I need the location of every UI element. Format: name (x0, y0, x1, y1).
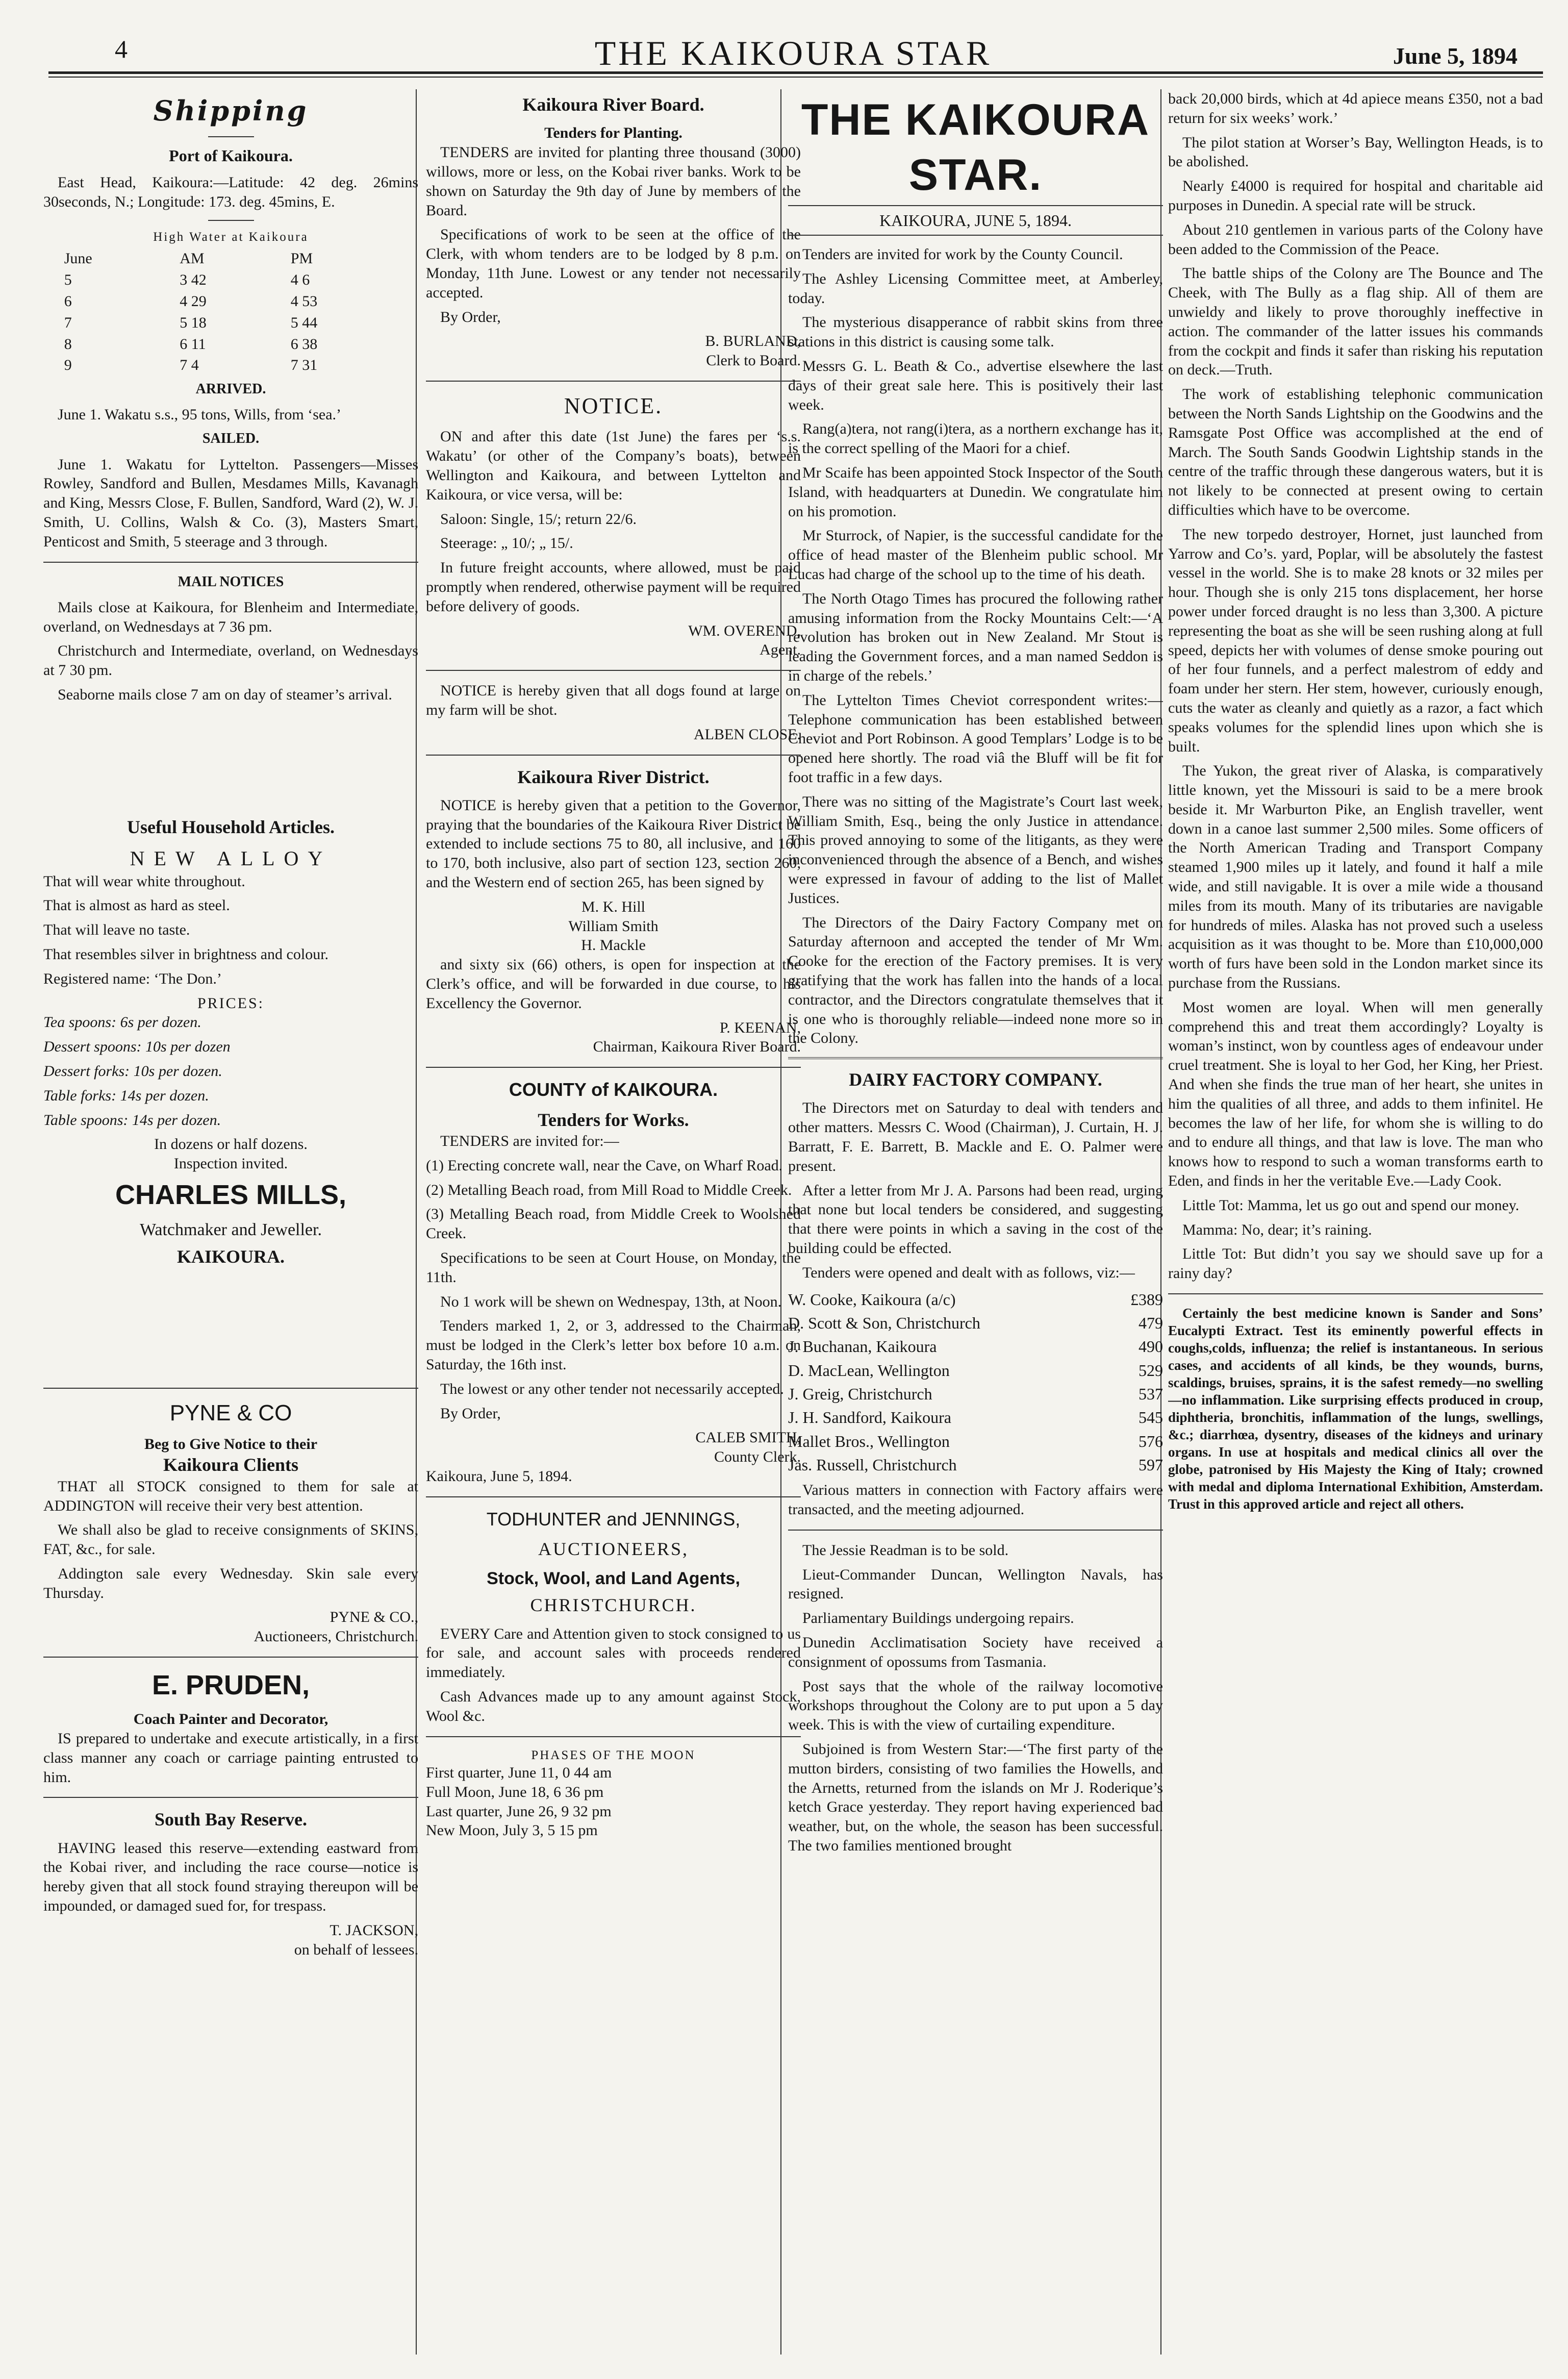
district-text: and sixty six (66) others, is open for inspection at the Clerk’s office, and will be forwarded in due course, to his Excellency the Governor. (426, 956, 801, 1012)
location-text: East Head, Kaikoura:—Latitude: 42 deg. 26mins 30seconds, N.; Longitude: 173. deg. 45mins, E. (43, 174, 418, 211)
table-cell: Mallet Bros., Wellington (788, 1432, 950, 1450)
district-text: NOTICE is hereby given that a petition to the Governor, praying that the boundaries of the Kaikoura River District be extended to include sections 75 to 80, all inclusive, and 160 to 170, both inclusive, also part of section 123, section 260, and the Western end of section 265, has been signed by (426, 796, 801, 891)
todhunter-title: TODHUNTER and JENNINGS, (486, 1508, 741, 1530)
tide-heading: High Water at Kaikoura (153, 230, 309, 244)
board-title: Kaikoura River Board. (522, 94, 704, 115)
dairy-paragraph: The Directors met on Saturday to deal with tenders and other matters. Messrs C. Wood (Chairman), J. Curtain, H. J. Barratt, F. E. Barrett, B. Mackle and E. O. Palmer were present. (788, 1099, 1163, 1174)
board-order: By Order, (440, 308, 501, 325)
prices-heading: PRICES: (197, 994, 265, 1012)
table-cell: 7 31 (290, 357, 318, 374)
county-signature: County Clerk. (714, 1448, 801, 1466)
mail-text: Christchurch and Intermediate, overland, on Wednesdays at 7 30 pm. (43, 642, 418, 679)
board-text: TENDERS are invited for planting three thousand (3000) willows, more or less, on the Kobai river banks. Work to be shown on Saturday the 9th day of June by members of the Board. (426, 144, 801, 219)
table-cell: D. Scott & Son, Christchurch (788, 1313, 980, 1332)
pyne-signature: PYNE & CO., (330, 1609, 418, 1626)
news-paragraph: The Lyttelton Times Cheviot correspondent writes:—Telephone communication has been established between Cheviot and Port Robinson. A good Templars’ Lodge is to be opened here shortly. The road viâ the Bluff will be fit for foot traffic in a few days. (788, 691, 1163, 786)
pyne-subtitle: Beg to Give Notice to their (144, 1435, 318, 1453)
table-cell: 545 (1139, 1408, 1163, 1427)
southbay-text: HAVING leased this reserve—extending eastward from the Kobai river, and including the race course—notice is hereby given that all stock found straying thereupon will be impounded, or damaged sued for, for trespass. (43, 1839, 418, 1915)
southbay-signature: T. JACKSON, (330, 1921, 418, 1939)
price-line: Table forks: 14s per dozen. (43, 1087, 209, 1104)
divider (43, 1797, 418, 1798)
news-paragraph: Lieut-Commander Duncan, Wellington Navals, has resigned. (788, 1566, 1163, 1602)
table-cell: 479 (1139, 1313, 1163, 1332)
news-paragraph: The Jessie Readman is to be sold. (802, 1541, 1009, 1559)
news-paragraph: Little Tot: Mamma, let us go out and spend our money. (1182, 1196, 1520, 1214)
pruden-title: E. PRUDEN, (151, 1670, 310, 1701)
price-line: Dessert spoons: 10s per dozen (43, 1038, 231, 1056)
county-text: TENDERS are invited for:— (440, 1132, 619, 1149)
mail-text: Mails close at Kaikoura, for Blenheim and Intermediate, overland, on Wednesdays at 7 36 pm. (43, 598, 418, 635)
table-header-row (62, 248, 400, 269)
mail-heading: MAIL NOTICES (178, 573, 284, 590)
dairy-paragraph: After a letter from Mr J. A. Parsons had been read, urging that none but local tenders be considered, and suggesting that there were points in which a saving in the cost of the building could be effected. (788, 1182, 1163, 1257)
notice-signature: Agent. (760, 641, 801, 659)
county-text: Tenders marked 1, 2, or 3, addressed to the Chairman, must be lodged in the Clerk’s letter box before 10 a.m. on Saturday, the 16th inst. (426, 1317, 801, 1373)
board-text: Specifications of work to be seen at the office of the Clerk, with whom tenders are to be lodged by 8 p.m. on Monday, 11th June. Lowest or any tender not necessarily accepted. (426, 226, 801, 301)
pyne-text: We shall also be glad to receive consignments of SKINS, FAT, &c., for sale. (43, 1521, 418, 1558)
alloy-heading: NEW ALLOY (130, 847, 332, 870)
table-cell: 4 53 (290, 293, 318, 310)
todhunter-text: EVERY Care and Attention given to stock consigned to us for sale, and account sales with proceeds rendered immediately. (426, 1625, 801, 1681)
table-cell: J. Buchanan, Kaikoura (788, 1337, 937, 1356)
dogs-text: NOTICE is hereby given that all dogs found at large on my farm will be shot. (426, 682, 801, 718)
arrived-text: June 1. Wakatu s.s., 95 tons, Wills, from ‘sea.’ (58, 406, 342, 423)
news-paragraph: Little Tot: But didn’t you say we should save up for a rainy day? (1168, 1245, 1543, 1282)
pruden-subtitle: Coach Painter and Decorator, (133, 1711, 328, 1728)
dozens-text: In dozens or half dozens. (154, 1136, 308, 1153)
table-cell: 8 (64, 335, 72, 353)
table-cell: 597 (1139, 1455, 1163, 1474)
useful-heading: Useful Household Articles. (127, 816, 335, 837)
table-cell: 9 (64, 357, 72, 374)
notice-text: In future freight accounts, where allowed, must be paid promptly when rendered, otherwise payment will be required before delivery of goods. (426, 559, 801, 615)
divider (788, 1057, 1163, 1059)
list-item: Last quarter, June 26, 9 32 pm (426, 1802, 612, 1820)
news-paragraph: There was no sitting of the Magistrate’s Court last week, William Smith, Esq., being the only Justice in attendance. This proved annoying to some of the litigants, as they were inconvenienced through the absence of a Bench, and wishes were expressed in favour of adding to the list of Mallet Justices. (788, 793, 1163, 907)
notice-text: ON and after this date (1st June) the fares per ‘s.s. Wakatu’ (or other of the Company’s boats), between Wellington and Kaikoura, and between Lyttelton and Kaikoura, or vice versa, will be: (426, 428, 801, 503)
pyne-title: PYNE & CO (169, 1400, 292, 1426)
table-header: PM (290, 250, 313, 267)
divider (426, 755, 801, 756)
table-row (62, 291, 400, 312)
table-cell: J. Greig, Christchurch (788, 1384, 932, 1403)
county-date: Kaikoura, June 5, 1894. (426, 1467, 572, 1485)
news-paragraph: Most women are loyal. When will men generally comprehend this and treat them accordingly? Loyalty is woman’s instinct, won by countless ages of endeavour under cruel treatment. She is loyal to her God, her King, her Priest. And when she finds the true man of her heart, she unites in him the qualities of all three, and adds to them infinitel. He becomes the law of her life, for whom she is willing to do and to endure all things, and that law is love. The man who knows how to respond to such a woman transforms earth to Eden, and finds in her the veritable Eve.—Lady Cook. (1168, 998, 1543, 1190)
alloy-line: Registered name: ‘The Don.’ (43, 970, 222, 987)
sailed-text: June 1. Wakatu for Lyttelton. Passengers—Misses Rowley, Sandford and Bullen, Mesdames Mills, Kavanagh and King, Messrs Close, F. Bullen, Sandford, Ward (2), W. J. Smith, U. Collins, Walsh & Co. (3), Masters Smart, Penticost and Smith, 5 steerage and 3 through. (43, 456, 418, 550)
news-paragraph: The new torpedo destroyer, Hornet, just launched from Yarrow and Co’s. yard, Poplar, will be absolutely the fastest vessel in the world. She is to make 28 knots or 32 miles per hour. Though she is only 215 tons displacement, her horse power under forced draught is no less than 3,300. A picture representing the boat as she will be seen rushing along at full speed, depicts her with volumes of dense smoke pouring out of her four funnels, and a perfect malestrom of eddy and foam under her stern. Her stem, however, curiously enough, cuts the water as cleanly and quietly as a razor, a fact which speaks volumes for the splendid lines upon which she is built. (1168, 525, 1543, 755)
news-paragraph: About 210 gentlemen in various parts of the Colony have been added to the Commission of the Peace. (1168, 221, 1543, 258)
county-signature: CALEB SMITH, (695, 1429, 801, 1446)
news-paragraph: The Ashley Licensing Committee meet, at Amberley, today. (788, 270, 1163, 307)
news-paragraph: Messrs G. L. Beath & Co., advertise elsewhere the last days of their great sale here. This is positively their last week. (788, 358, 1163, 413)
district-signature: P. KEENAN, (719, 1019, 801, 1036)
list-item: Full Moon, June 18, 6 36 pm (426, 1783, 604, 1800)
divider (208, 136, 254, 137)
news-paragraph: The work of establishing telephonic communication between the North Sands Lightship on the Goodwins and the Ramsgate Post Office was accomplished at the end of March. The South Sands Goodwin Lightship stands in the centre of the traffic through these dangerous waters, but it is not likely to be connected at present owing to certain difficulties which have to be overcome. (1168, 386, 1543, 518)
county-item: (2) Metalling Beach road, from Mill Road to Middle Creek. (426, 1181, 792, 1198)
news-paragraph: Mr Sturrock, of Napier, is the successful candidate for the office of head master of the Blenheim public school. Mr Lucas had charge of the school up to the time of his death. (788, 527, 1163, 583)
news-paragraph: The battle ships of the Colony are The Bounce and The Cheek, with The Bully as a flag ship. All of them are unwieldy and likely to prove thoroughly ineffective in action. The commander of the latter issues his commands from the cockpit and finds it safer than risking his reputation on deck.—Truth. (1168, 265, 1543, 379)
arrived-heading: ARRIVED. (195, 381, 266, 397)
table-row (788, 1311, 1163, 1335)
spacer (43, 1275, 418, 1378)
pyne-text: THAT all STOCK consigned to them for sale at ADDINGTON will receive their very best attention. (43, 1478, 418, 1514)
dairy-paragraph: Various matters in connection with Factory affairs were transacted, and the meeting adjourned. (788, 1482, 1163, 1518)
sailed-heading: SAILED. (202, 431, 260, 447)
county-text: No 1 work will be shewn on Wednespay, 13th, at Noon. (440, 1293, 782, 1310)
divider (426, 670, 801, 671)
table-cell: 490 (1139, 1337, 1163, 1356)
table-row (788, 1430, 1163, 1453)
divider (426, 381, 801, 382)
alloy-line: That will leave no taste. (43, 921, 190, 939)
news-paragraph: Dunedin Acclimatisation Society have received a consignment of opossums from Tasmania. (788, 1634, 1163, 1670)
alloy-line: That will wear white throughout. (43, 872, 245, 890)
divider (208, 220, 254, 221)
list-item: First quarter, June 11, 0 44 am (426, 1764, 612, 1782)
news-paragraph: Subjoined is from Western Star:—‘The first party of the mutton birders, consisting of two families the Howells, and the Arnetts, returned from the islands on Mr J. Roderique’s ketch Grace yesterday. They report having experienced bad weather, but, on the whole, the season has been successful. The two families mentioned brought (788, 1740, 1163, 1854)
table-row (62, 355, 400, 376)
moon-heading: PHASES OF THE MOON (531, 1748, 696, 1762)
mills-role: Watchmaker and Jeweller. (140, 1220, 322, 1239)
news-paragraph: Tenders are invited for work by the County Council. (802, 246, 1123, 263)
editorial-flag: THE KAIKOURA STAR. (801, 95, 1150, 200)
table-cell: 537 (1139, 1384, 1163, 1403)
divider (426, 1067, 801, 1068)
mail-text: Seaborne mails close 7 am on day of steamer’s arrival. (58, 686, 392, 703)
table-cell: J. H. Sandford, Kaikoura (788, 1408, 951, 1427)
county-text: The lowest or any other tender not necessarily accepted. (440, 1380, 784, 1397)
column-4 (1168, 89, 1543, 2355)
table-row (62, 312, 400, 334)
list-item: New Moon, July 3, 5 15 pm (426, 1822, 598, 1839)
table-cell: 576 (1139, 1432, 1163, 1450)
masthead-rule (48, 71, 1543, 74)
table-cell: 3 42 (180, 271, 207, 289)
table-cell: Jas. Russell, Christchurch (788, 1455, 957, 1474)
table-cell: 7 4 (180, 357, 199, 374)
table-cell: £389 (1130, 1290, 1163, 1309)
county-item: (3) Metalling Beach road, from Middle Creek to Woolshed Creek. (426, 1206, 801, 1242)
divider (43, 562, 418, 563)
price-line: Table spoons: 14s per dozen. (43, 1111, 221, 1129)
mills-name: CHARLES MILLS, (115, 1179, 346, 1210)
news-paragraph: Rang(a)tera, not rang(i)tera, as a northern exchange has it, is the correct spelling of the Maori for a chief. (788, 420, 1163, 457)
news-paragraph: Mamma: No, dear; it’s raining. (1182, 1221, 1372, 1238)
table-row (788, 1335, 1163, 1358)
county-order: By Order, (440, 1405, 501, 1422)
table-cell: 529 (1139, 1361, 1163, 1380)
district-name: H. Mackle (581, 937, 646, 954)
board-subtitle: Tenders for Planting. (544, 124, 682, 142)
masthead-rule-thin (48, 77, 1543, 78)
editorial-dateline: KAIKOURA, JUNE 5, 1894. (788, 205, 1163, 236)
table-cell: 5 44 (290, 314, 318, 331)
news-paragraph: The pilot station at Worser’s Bay, Wellington Heads, is to be abolished. (1168, 134, 1543, 170)
district-title: Kaikoura River District. (517, 766, 710, 787)
alloy-line: That resembles silver in brightness and colour. (43, 945, 329, 963)
news-paragraph: Post says that the whole of the railway locomotive workshops throughout the Colony are to put upon a 5 day week. This is with the view of curtailing expenditure. (788, 1677, 1163, 1734)
news-paragraph: Mr Scaife has been appointed Stock Inspector of the South Island, with headquarters at Dunedin. We congratulate him on his promotion. (788, 464, 1163, 520)
news-paragraph: The Directors of the Dairy Factory Company met on Saturday afternoon and accepted the tender of Mr Wm. Cooke for the erection of the Factory premises. It is very gratifying that the work has fallen into the hands of a local contractor, and the Directors congratulate themselves that it is one who is thoroughly reliable—indeed none more so in the Colony. (788, 914, 1163, 1047)
table-cell: 5 (64, 271, 72, 289)
inspection-text: Inspection invited. (173, 1155, 288, 1172)
dairy-title: DAIRY FACTORY COMPANY. (849, 1069, 1102, 1090)
news-paragraph: The Yukon, the great river of Alaska, is comparatively little known, yet the Missouri is said to be a mere brook beside it. Mr Warburton Pike, an English traveller, went down in a canoe last summer 2,500 miles. Some officers of the North American Trading and Transport Company steamed 1,900 miles up it lately, and found it half a mile wide, and still navigable. It is over a mile wide a thousand miles from its mouth. Many of its tributaries are navigable for hundreds of miles. Alaska has not proved such a useless acquisition as it was thought to be. More than £10,000,000 worth of furs have been sold in the London market since its purchase from the Russians. (1168, 762, 1543, 992)
column-3 (788, 89, 1163, 2355)
page-number: 4 (115, 35, 128, 63)
column-1 (43, 89, 418, 2355)
news-paragraph: The mysterious disapperance of rabbit skins from three stations in this district is causing some talk. (788, 314, 1163, 350)
table-cell: 4 6 (290, 271, 310, 289)
county-title: COUNTY of KAIKOURA. (509, 1079, 718, 1100)
table-row (62, 334, 400, 355)
column-2 (426, 89, 801, 2355)
mills-place: KAIKOURA. (176, 1246, 285, 1267)
todhunter-subtitle: CHRISTCHURCH. (530, 1595, 697, 1616)
table-cell: 6 11 (180, 335, 206, 353)
price-line: Tea spoons: 6s per dozen. (43, 1014, 201, 1031)
table-cell: 5 18 (180, 314, 207, 331)
issue-date: June 5, 1894 (1393, 43, 1518, 69)
table-cell: W. Cooke, Kaikoura (a/c) (788, 1290, 956, 1309)
county-text: Specifications to be seen at Court House, on Monday, the 11th. (426, 1249, 801, 1286)
pyne-signature: Auctioneers, Christchurch. (254, 1628, 418, 1645)
tender-table (788, 1288, 1163, 1477)
district-signature: Chairman, Kaikoura River Board. (593, 1038, 801, 1056)
pruden-text: IS prepared to undertake and execute artistically, in a first class manner any coach or carriage painting entrusted to him. (43, 1730, 418, 1786)
table-header: AM (180, 250, 205, 267)
pyne-subtitle: Kaikoura Clients (163, 1455, 299, 1475)
divider (1168, 1293, 1543, 1294)
table-cell: D. MacLean, Wellington (788, 1361, 950, 1380)
district-name: M. K. Hill (581, 898, 645, 915)
divider (426, 1496, 801, 1497)
table-row (62, 269, 400, 291)
notice-steerage: Steerage: „ 10/; „ 15/. (440, 535, 573, 552)
dairy-paragraph: Tenders were opened and dealt with as follows, viz:— (802, 1264, 1135, 1281)
dogs-signature: ALBEN CLOSE. (694, 725, 801, 743)
divider (788, 1530, 1163, 1531)
port-heading: Port of Kaikoura. (169, 146, 293, 165)
newspaper-title: THE KAIKOURA STAR (594, 34, 992, 72)
table-cell: 4 29 (180, 293, 207, 310)
county-item: (1) Erecting concrete wall, near the Cave, on Wharf Road. (426, 1157, 783, 1174)
todhunter-subtitle: Stock, Wool, and Land Agents, (487, 1569, 740, 1589)
divider (43, 1388, 418, 1389)
news-paragraph: Nearly £4000 is required for hospital and charitable aid purposes in Dunedin. A special rate will be struck. (1168, 178, 1543, 214)
eucalypti-advert: Certainly the best medicine known is Sander and Sons’ Eucalypti Extract. Test its eminently powerful effects in coughs,colds, influenza; the relief is instantaneous. In serious cases, and accidents of all kinds, be they wounds, burns, scaldings, bruises, sprains, it is the safest remedy—no swelling—no inflammation. Like surprising effects produced in croup, diphtheria, bronchitis, inflammation of the lungs, swellings, &c.; diarrhœa, dysentry, diseases of the kidneys and urinary organs. In use at hospitals and medical clinics all over the globe, patronised by His Majesty the King of Italy; crowned with medal and diploma International Exhibition, Amsterdam. Trust in this approved article and reject all others. (1168, 1306, 1543, 1512)
price-line: Dessert forks: 10s per dozen. (43, 1062, 222, 1080)
news-paragraph: back 20,000 birds, which at 4d apiece means £350, not a bad return for six weeks’ work.’ (1168, 90, 1543, 127)
table-row (788, 1406, 1163, 1429)
table-cell: 7 (64, 314, 72, 331)
table-row (788, 1453, 1163, 1476)
table-header: June (64, 250, 92, 267)
table-row (788, 1382, 1163, 1406)
tide-table (62, 248, 400, 376)
todhunter-subtitle: AUCTIONEERS, (538, 1539, 689, 1560)
news-paragraph: Parliamentary Buildings undergoing repairs. (802, 1610, 1074, 1627)
southbay-title: South Bay Reserve. (155, 1809, 307, 1830)
table-row (788, 1288, 1163, 1311)
todhunter-text: Cash Advances made up to any amount against Stock, Wool &c. (426, 1688, 801, 1724)
divider (426, 1736, 801, 1737)
shipping-heading: Shipping (153, 94, 309, 127)
table-cell: 6 38 (290, 335, 318, 353)
notice-saloon: Saloon: Single, 15/; return 22/6. (440, 510, 637, 528)
southbay-signature: on behalf of lessees. (294, 1941, 418, 1958)
notice-signature: WM. OVEREND, (688, 622, 801, 639)
notice-title: NOTICE. (564, 393, 663, 418)
news-paragraph: The North Otago Times has procured the following rather amusing information from the Rocky Mountains Celt:—‘A revolution has broken out in New Zealand. Mr Stout is leading the Government forces, and a man named Seddon is in charge of the rebels.’ (788, 590, 1163, 684)
alloy-line: That is almost as hard as steel. (43, 897, 230, 914)
county-subtitle: Tenders for Works. (538, 1109, 689, 1130)
board-signature: B. BURLAND, (705, 333, 801, 350)
spacer (43, 710, 418, 812)
board-signature: Clerk to Board. (706, 352, 801, 369)
table-row (788, 1359, 1163, 1382)
table-cell: 6 (64, 293, 72, 310)
pyne-text: Addington sale every Wednesday. Skin sale every Thursday. (43, 1565, 418, 1601)
divider (43, 1657, 418, 1658)
district-name: William Smith (568, 917, 659, 935)
